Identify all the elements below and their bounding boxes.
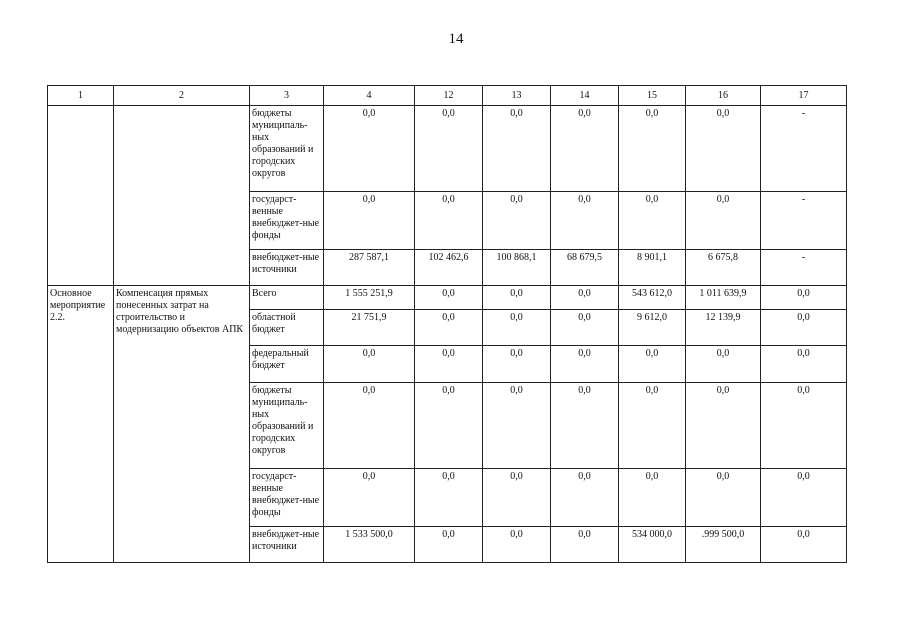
value-cell: 0,0: [324, 192, 415, 250]
value-cell: 0,0: [483, 527, 551, 563]
value-cell: 0,0: [619, 383, 686, 469]
value-cell: 0,0: [483, 192, 551, 250]
value-cell: 0,0: [324, 106, 415, 192]
description-cell-empty: [114, 106, 250, 286]
value-cell: 0,0: [551, 383, 619, 469]
table-row: [48, 286, 847, 310]
source-cell: областной бюджет: [250, 310, 324, 346]
value-cell: 0,0: [483, 310, 551, 346]
source-cell: государст-венные внебюджет-ные фонды: [250, 469, 324, 527]
value-cell: 0,0: [551, 346, 619, 383]
activity-description: Компенсация прямых понесенных затрат на строительство и модернизацию объектов АПК: [114, 286, 250, 563]
value-cell: 0,0: [686, 106, 761, 192]
value-cell: 0,0: [686, 192, 761, 250]
source-cell: бюджеты муниципаль-ных образований и городских округов: [250, 383, 324, 469]
table-row: [48, 106, 847, 192]
value-cell: 8 901,1: [619, 250, 686, 286]
value-cell: 12 139,9: [686, 310, 761, 346]
value-cell: 0,0: [415, 192, 483, 250]
source-cell: бюджеты муниципаль-ных образований и городских округов: [250, 106, 324, 192]
value-cell: -: [761, 250, 847, 286]
value-cell: 0,0: [483, 106, 551, 192]
column-header: 2: [114, 86, 250, 106]
value-cell: 0,0: [619, 346, 686, 383]
value-cell: 534 000,0: [619, 527, 686, 563]
value-cell: .999 500,0: [686, 527, 761, 563]
column-header: 16: [686, 86, 761, 106]
value-cell: 0,0: [324, 383, 415, 469]
value-cell: 0,0: [686, 469, 761, 527]
value-cell: 0,0: [761, 286, 847, 310]
source-cell: федеральный бюджет: [250, 346, 324, 383]
value-cell: 0,0: [619, 192, 686, 250]
value-cell: 0,0: [551, 192, 619, 250]
value-cell: 543 612,0: [619, 286, 686, 310]
activity-cell-empty: [48, 106, 114, 286]
value-cell: 0,0: [415, 310, 483, 346]
value-cell: 21 751,9: [324, 310, 415, 346]
value-cell: 0,0: [551, 527, 619, 563]
value-cell: 0,0: [686, 383, 761, 469]
value-cell: 0,0: [619, 469, 686, 527]
value-cell: 0,0: [415, 106, 483, 192]
value-cell: 0,0: [483, 286, 551, 310]
column-header: 17: [761, 86, 847, 106]
budget-table: [47, 85, 847, 563]
column-header: 15: [619, 86, 686, 106]
page-number: 14: [448, 31, 464, 47]
header-row: [48, 86, 847, 106]
source-cell: внебюджет-ные источники: [250, 250, 324, 286]
value-cell: -: [761, 106, 847, 192]
value-cell: 0,0: [415, 346, 483, 383]
value-cell: 0,0: [761, 346, 847, 383]
value-cell: 102 462,6: [415, 250, 483, 286]
activity-label: Основное мероприятие 2.2.: [48, 286, 114, 563]
value-cell: 1 011 639,9: [686, 286, 761, 310]
value-cell: 0,0: [324, 469, 415, 527]
column-header: 14: [551, 86, 619, 106]
value-cell: 100 868,1: [483, 250, 551, 286]
source-cell: внебюджет-ные источники: [250, 527, 324, 563]
value-cell: 0,0: [415, 286, 483, 310]
value-cell: 0,0: [551, 286, 619, 310]
value-cell: 0,0: [761, 469, 847, 527]
value-cell: 9 612,0: [619, 310, 686, 346]
value-cell: 0,0: [483, 469, 551, 527]
value-cell: 0,0: [761, 383, 847, 469]
value-cell: 0,0: [551, 310, 619, 346]
value-cell: 0,0: [483, 346, 551, 383]
value-cell: 0,0: [551, 469, 619, 527]
value-cell: 0,0: [686, 346, 761, 383]
value-cell: 0,0: [761, 527, 847, 563]
column-header: 12: [415, 86, 483, 106]
value-cell: 1 533 500,0: [324, 527, 415, 563]
value-cell: 0,0: [415, 527, 483, 563]
column-header: 13: [483, 86, 551, 106]
value-cell: 0,0: [415, 469, 483, 527]
value-cell: 0,0: [324, 346, 415, 383]
value-cell: 0,0: [551, 106, 619, 192]
source-cell: Всего: [250, 286, 324, 310]
column-header: 3: [250, 86, 324, 106]
value-cell: 287 587,1: [324, 250, 415, 286]
value-cell: 68 679,5: [551, 250, 619, 286]
value-cell: 0,0: [415, 383, 483, 469]
column-header: 1: [48, 86, 114, 106]
column-header: 4: [324, 86, 415, 106]
value-cell: 0,0: [483, 383, 551, 469]
source-cell: государст-венные внебюджет-ные фонды: [250, 192, 324, 250]
value-cell: 6 675,8: [686, 250, 761, 286]
value-cell: 1 555 251,9: [324, 286, 415, 310]
value-cell: 0,0: [761, 310, 847, 346]
value-cell: -: [761, 192, 847, 250]
value-cell: 0,0: [619, 106, 686, 192]
